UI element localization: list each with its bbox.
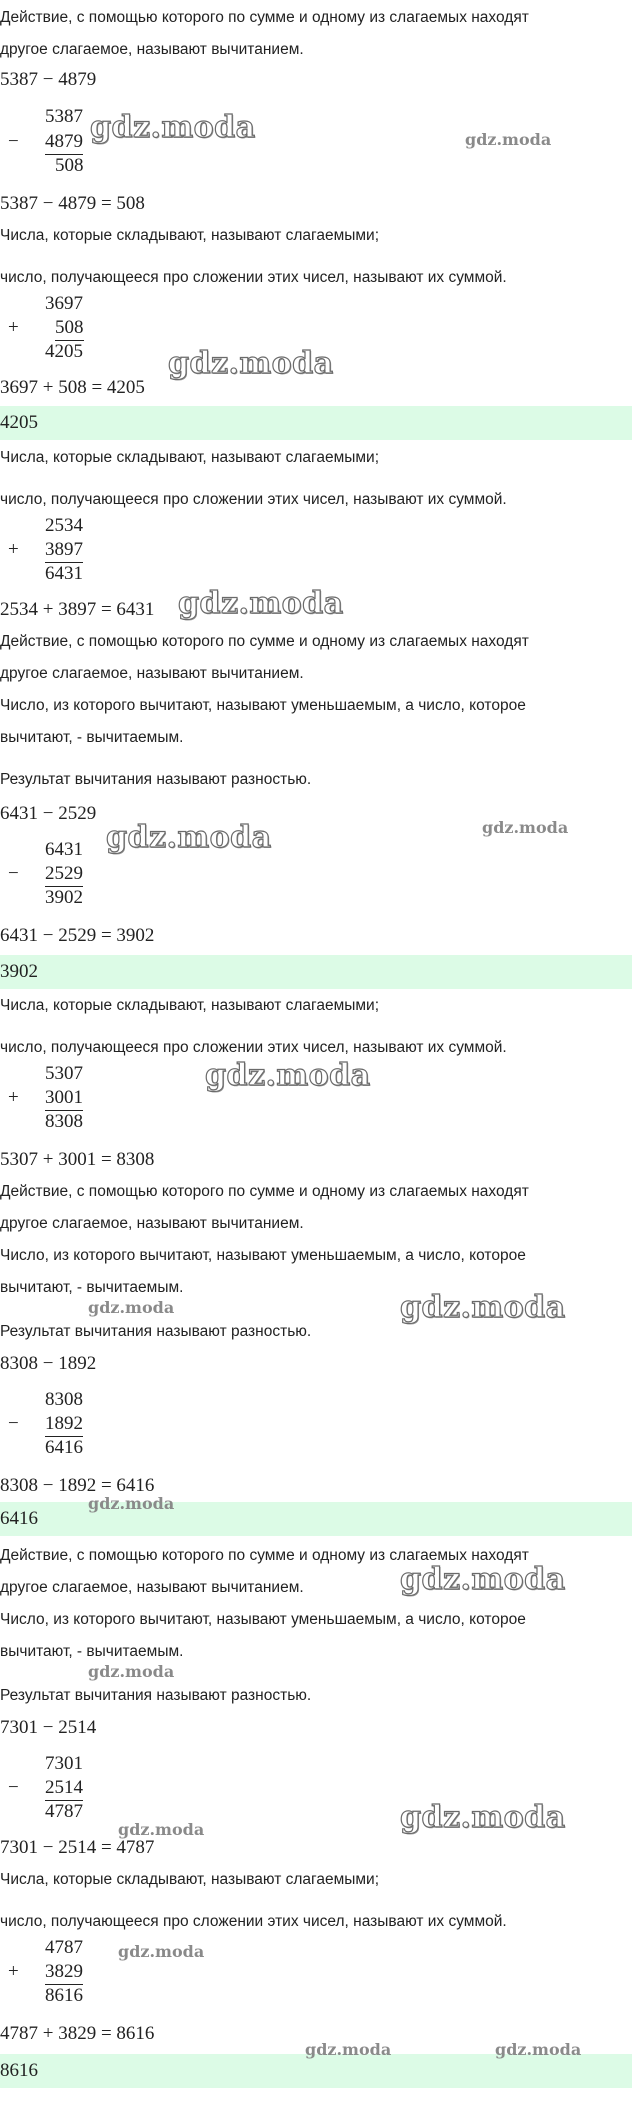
column-bottom-number: 1892 bbox=[45, 1412, 83, 1437]
column-top-number: 5387 bbox=[45, 106, 83, 127]
watermark-logo: gdz.moda bbox=[88, 1662, 175, 1681]
minus-sign: − bbox=[8, 131, 19, 152]
equation: 3697 + 508 = 4205 bbox=[0, 377, 145, 398]
watermark-logo: gdz.moda bbox=[90, 110, 256, 145]
column-bottom-number: 3001 bbox=[45, 1086, 83, 1111]
definition-text: другое слагаемое, называют вычитанием. bbox=[0, 1215, 304, 1232]
watermark-logo: gdz.moda bbox=[465, 130, 552, 149]
equation: 5387 − 4879 = 508 bbox=[0, 193, 145, 214]
column-result: 3902 bbox=[45, 887, 83, 908]
definition-text: Числа, которые складывают, называют слагаемыми; bbox=[0, 997, 380, 1014]
column-top-number: 2534 bbox=[45, 515, 83, 536]
definition-text: число, получающееся про сложении этих чисел, называют их суммой. bbox=[0, 491, 507, 508]
column-bottom-number: 2514 bbox=[45, 1776, 83, 1801]
minus-sign: − bbox=[8, 1777, 19, 1798]
watermark-logo: gdz.moda bbox=[88, 1494, 175, 1513]
definition-text: Результат вычитания называют разностью. bbox=[0, 1687, 312, 1704]
equation: 7301 − 2514 = 4787 bbox=[0, 1837, 155, 1858]
definition-text: Действие, с помощью которого по сумме и одному из слагаемых находят bbox=[0, 1183, 529, 1200]
column-result: 8308 bbox=[45, 1111, 83, 1132]
watermark-logo: gdz.moda bbox=[482, 818, 569, 837]
equation: 2534 + 3897 = 6431 bbox=[0, 599, 155, 620]
column-result: 4787 bbox=[45, 1801, 83, 1822]
definition-text: Результат вычитания называют разностью. bbox=[0, 771, 312, 788]
column-result: 508 bbox=[55, 155, 84, 176]
column-bottom-number: 3829 bbox=[45, 1960, 83, 1985]
column-top-number: 8308 bbox=[45, 1389, 83, 1410]
column-bottom-number: 2529 bbox=[45, 862, 83, 887]
watermark-logo: gdz.moda bbox=[495, 2040, 582, 2059]
column-result: 4205 bbox=[45, 341, 83, 362]
watermark-logo: gdz.moda bbox=[168, 346, 334, 381]
definition-text: число, получающееся про сложении этих чисел, называют их суммой. bbox=[0, 1913, 507, 1930]
column-top-number: 4787 bbox=[45, 1937, 83, 1958]
watermark-logo: gdz.moda bbox=[88, 1298, 175, 1317]
definition-text: Число, из которого вычитают, называют уменьшаемым, а число, которое bbox=[0, 697, 526, 714]
equation: 6431 − 2529 = 3902 bbox=[0, 925, 155, 946]
equation: 6431 − 2529 bbox=[0, 803, 97, 824]
answer-value: 3902 bbox=[0, 961, 38, 982]
plus-sign: + bbox=[8, 1087, 19, 1108]
column-top-number: 6431 bbox=[45, 839, 83, 860]
equation: 7301 − 2514 bbox=[0, 1717, 97, 1738]
column-result: 6431 bbox=[45, 563, 83, 584]
definition-text: число, получающееся про сложении этих чисел, называют их суммой. bbox=[0, 1039, 507, 1056]
equation: 4787 + 3829 = 8616 bbox=[0, 2023, 155, 2044]
answer-band bbox=[0, 955, 632, 989]
definition-text: Действие, с помощью которого по сумме и одному из слагаемых находят bbox=[0, 1547, 529, 1564]
definition-text: Действие, с помощью которого по сумме и одному из слагаемых находят bbox=[0, 9, 529, 26]
answer-band bbox=[0, 2054, 632, 2088]
definition-text: Число, из которого вычитают, называют уменьшаемым, а число, которое bbox=[0, 1247, 526, 1264]
definition-text: другое слагаемое, называют вычитанием. bbox=[0, 665, 304, 682]
definition-text: вычитают, - вычитаемым. bbox=[0, 1279, 184, 1296]
definition-text: Действие, с помощью которого по сумме и одному из слагаемых находят bbox=[0, 633, 529, 650]
watermark-logo: gdz.moda bbox=[178, 586, 344, 621]
answer-value: 6416 bbox=[0, 1508, 38, 1529]
column-top-number: 7301 bbox=[45, 1753, 83, 1774]
answer-band bbox=[0, 1502, 632, 1536]
watermark-logo: gdz.moda bbox=[400, 1562, 566, 1597]
equation: 8308 − 1892 bbox=[0, 1353, 97, 1374]
plus-sign: + bbox=[8, 317, 19, 338]
definition-text: другое слагаемое, называют вычитанием. bbox=[0, 1579, 304, 1596]
watermark-logo: gdz.moda bbox=[118, 1942, 205, 1961]
definition-text: Числа, которые складывают, называют слагаемыми; bbox=[0, 1871, 380, 1888]
equation: 8308 − 1892 = 6416 bbox=[0, 1475, 155, 1496]
minus-sign: − bbox=[8, 1413, 19, 1434]
minus-sign: − bbox=[8, 863, 19, 884]
definition-text: Числа, которые складывают, называют слагаемыми; bbox=[0, 449, 380, 466]
answer-value: 4205 bbox=[0, 412, 38, 433]
definition-text: Числа, которые складывают, называют слагаемыми; bbox=[0, 227, 380, 244]
answer-value: 8616 bbox=[0, 2060, 38, 2081]
plus-sign: + bbox=[8, 1961, 19, 1982]
definition-text: вычитают, - вычитаемым. bbox=[0, 1643, 184, 1660]
watermark-logo: gdz.moda bbox=[118, 1820, 205, 1839]
watermark-logo: gdz.moda bbox=[305, 2040, 392, 2059]
equation: 5307 + 3001 = 8308 bbox=[0, 1149, 155, 1170]
column-bottom-number: 4879 bbox=[45, 130, 83, 155]
watermark-logo: gdz.moda bbox=[205, 1058, 371, 1093]
definition-text: число, получающееся про сложении этих чисел, называют их суммой. bbox=[0, 269, 507, 286]
watermark-logo: gdz.moda bbox=[400, 1800, 566, 1835]
column-bottom-number: 508 bbox=[55, 316, 84, 341]
plus-sign: + bbox=[8, 539, 19, 560]
definition-text: другое слагаемое, называют вычитанием. bbox=[0, 41, 304, 58]
definition-text: Результат вычитания называют разностью. bbox=[0, 1323, 312, 1340]
column-top-number: 5307 bbox=[45, 1063, 83, 1084]
column-result: 8616 bbox=[45, 1985, 83, 2006]
definition-text: вычитают, - вычитаемым. bbox=[0, 729, 184, 746]
definition-text: Число, из которого вычитают, называют уменьшаемым, а число, которое bbox=[0, 1611, 526, 1628]
watermark-logo: gdz.moda bbox=[400, 1290, 566, 1325]
watermark-logo: gdz.moda bbox=[106, 820, 272, 855]
answer-band bbox=[0, 406, 632, 440]
column-bottom-number: 3897 bbox=[45, 538, 83, 563]
equation: 5387 − 4879 bbox=[0, 69, 97, 90]
column-top-number: 3697 bbox=[45, 293, 83, 314]
column-result: 6416 bbox=[45, 1437, 83, 1458]
